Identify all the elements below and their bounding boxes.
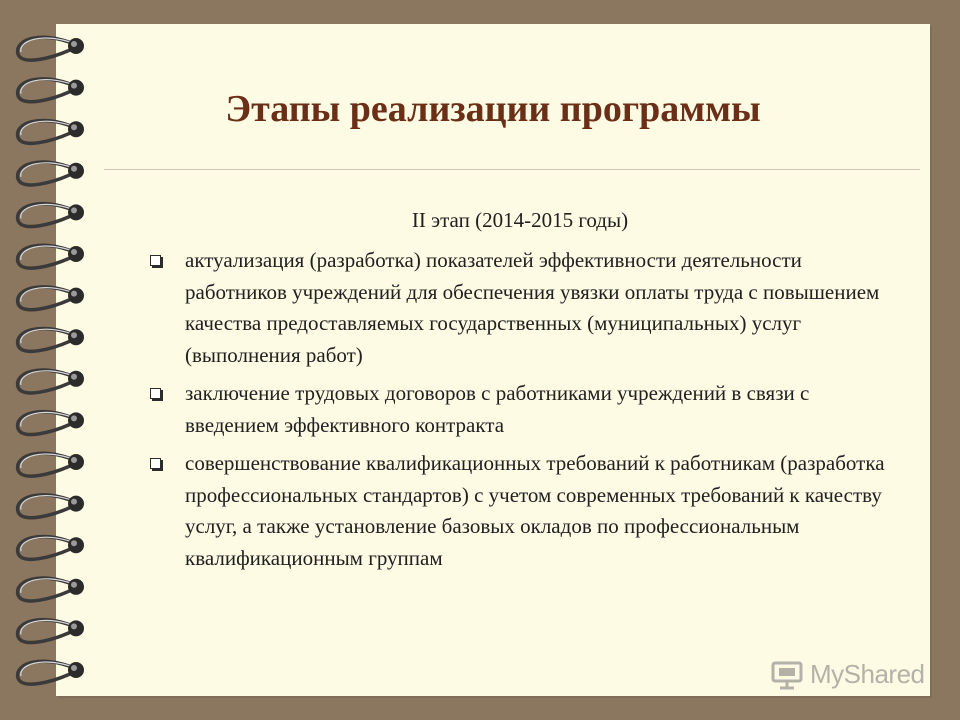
spiral-ring (18, 453, 84, 476)
list-item (148, 245, 890, 371)
list-item-text: заключение трудовых договоров с работниками учреждений в связи с введением эффективного контракта (185, 381, 810, 437)
spiral-ring (18, 412, 84, 435)
spiral-ring (18, 620, 84, 643)
checkbox-bullet-icon (150, 255, 161, 266)
spiral-ring (18, 204, 84, 227)
spiral-ring (18, 661, 84, 684)
spiral-ring (18, 495, 84, 518)
watermark (770, 656, 925, 692)
stage-task-list (148, 245, 890, 581)
checkbox-bullet-icon (150, 388, 161, 399)
stage-subtitle: II этап (2014-2015 годы) (411, 208, 629, 232)
spiral-ring (18, 578, 84, 601)
spiral-ring (18, 328, 84, 351)
spiral-ring (18, 287, 84, 310)
page-title: Этапы реализации программы (225, 88, 761, 130)
checkbox-bullet-icon (150, 458, 161, 469)
spiral-ring (18, 536, 84, 559)
spiral-ring (18, 37, 84, 60)
title-divider (104, 169, 920, 170)
list-item-text: совершенствование квалификационных требований к работникам (разработка профессиональных стандартов) с учетом современных требований к качеству услуг, а также установление базовых окладов по профессиональным квалификационным группам (185, 451, 885, 570)
list-item-text: актуализация (разработка) показателей эффективности деятельности работников учреждений для обеспечения увязки оплаты труда с повышением качества предоставляемых государственных (муниципальных) услуг (выполнения работ) (185, 248, 880, 367)
spiral-ring (18, 162, 84, 185)
list-item (148, 378, 890, 441)
spiral-ring (18, 370, 84, 393)
watermark-text: MyShared (810, 658, 925, 689)
list-item (148, 448, 890, 574)
projector-icon (770, 657, 804, 691)
spiral-ring (18, 245, 84, 268)
